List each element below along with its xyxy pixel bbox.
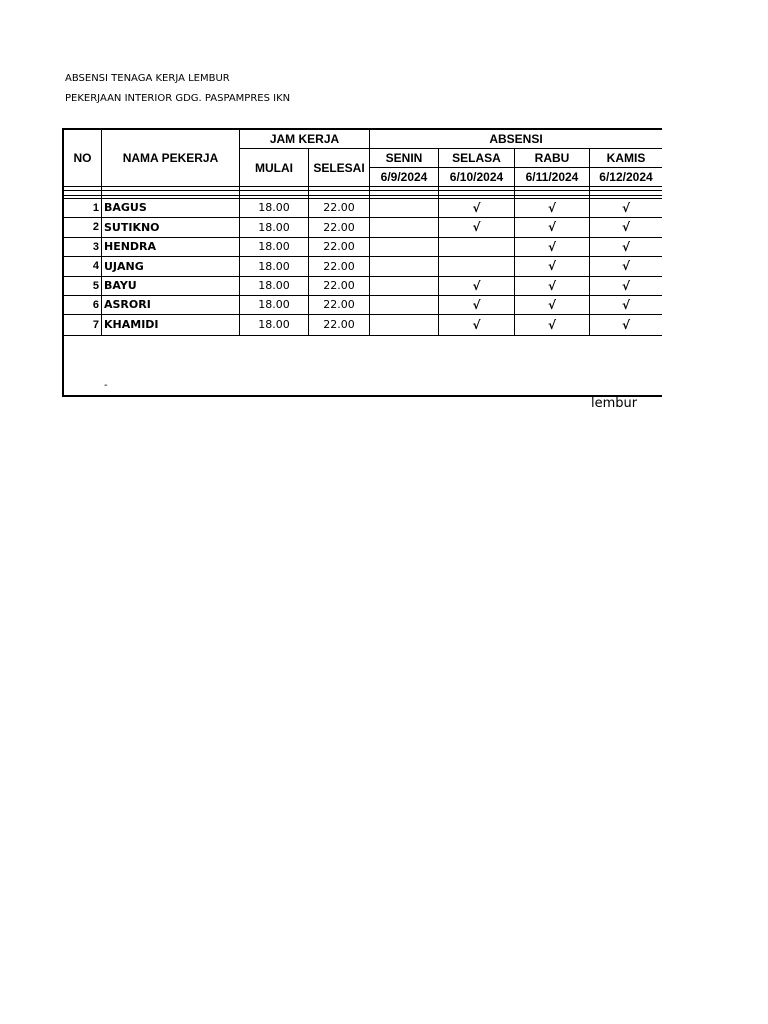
header-day-senin: SENIN <box>385 150 423 165</box>
attendance-check: √ <box>472 220 481 234</box>
grid-line-horizontal <box>62 335 662 336</box>
row-name: ASRORI <box>104 298 151 311</box>
attendance-check: √ <box>547 297 556 312</box>
row-selesai: 22.00 <box>323 201 355 214</box>
attendance-check: √ <box>472 317 481 332</box>
header-jam-kerja: JAM KERJA <box>269 132 340 146</box>
attendance-check: √ <box>621 200 630 215</box>
attendance-check: √ <box>472 278 481 293</box>
attendance-check: √ <box>547 278 556 293</box>
row-no: 3 <box>92 240 99 253</box>
row-mulai: 18.00 <box>258 298 290 311</box>
header-date: 6/10/2024 <box>449 170 504 184</box>
footer-note: lembur <box>591 396 638 411</box>
attendance-check: √ <box>621 317 630 332</box>
row-no: 4 <box>92 260 99 272</box>
row-no: 1 <box>92 201 99 214</box>
header-day-kamis: KAMIS <box>606 150 646 165</box>
document-title: ABSENSI TENAGA KERJA LEMBUR <box>65 73 230 84</box>
row-name: BAYU <box>104 279 137 292</box>
row-mulai: 18.00 <box>258 201 290 214</box>
row-no: 5 <box>92 279 99 292</box>
attendance-check: √ <box>621 278 630 293</box>
row-selesai: 22.00 <box>323 318 355 331</box>
attendance-check: √ <box>547 200 556 215</box>
header-mulai: MULAI <box>255 160 293 175</box>
header-date: 6/11/2024 <box>525 170 579 184</box>
row-selesai: 22.00 <box>323 298 355 311</box>
grid-line-horizontal <box>62 186 662 187</box>
row-no: 7 <box>92 318 99 331</box>
header-absensi: ABSENSI <box>489 132 543 146</box>
header-date: 6/12/2024 <box>599 170 653 184</box>
attendance-check: √ <box>472 200 481 215</box>
attendance-check: √ <box>547 317 556 332</box>
row-no: 6 <box>92 298 99 311</box>
row-selesai: 22.00 <box>323 279 355 292</box>
attendance-check: √ <box>621 259 630 273</box>
attendance-check: √ <box>472 297 481 312</box>
row-selesai: 22.00 <box>323 240 355 253</box>
attendance-check: √ <box>547 239 556 254</box>
footer-dash: - <box>104 380 108 391</box>
row-name: HENDRA <box>104 240 157 253</box>
document-subtitle: PEKERJAAN INTERIOR GDG. PASPAMPRES IKN <box>65 93 291 104</box>
header-day-rabu: RABU <box>534 150 570 165</box>
header-nama-pekerja: NAMA PEKERJA <box>122 151 219 165</box>
attendance-check: √ <box>547 259 556 273</box>
attendance-check: √ <box>621 239 630 254</box>
attendance-table <box>62 128 662 397</box>
attendance-check: √ <box>621 220 630 234</box>
attendance-check: √ <box>621 297 630 312</box>
row-name: UJANG <box>104 259 144 273</box>
row-mulai: 18.00 <box>258 279 290 292</box>
header-no: NO <box>73 151 92 165</box>
grid-line-horizontal <box>62 190 662 191</box>
row-mulai: 18.00 <box>258 240 290 253</box>
header-day-selasa: SELASA <box>452 150 501 165</box>
header-selesai: SELESAI <box>313 160 365 175</box>
row-selesai: 22.00 <box>323 220 355 234</box>
row-mulai: 18.00 <box>258 318 290 331</box>
row-name: BAGUS <box>104 201 147 214</box>
row-mulai: 18.00 <box>258 259 290 273</box>
header-date: 6/9/2024 <box>380 170 428 184</box>
attendance-check: √ <box>547 220 556 234</box>
row-name: KHAMIDI <box>104 318 159 331</box>
row-no: 2 <box>92 221 99 233</box>
table-border-bottom <box>62 395 662 397</box>
row-name: SUTIKNO <box>104 220 160 234</box>
row-mulai: 18.00 <box>258 220 290 234</box>
row-selesai: 22.00 <box>323 259 355 273</box>
grid-line-horizontal <box>62 195 662 196</box>
